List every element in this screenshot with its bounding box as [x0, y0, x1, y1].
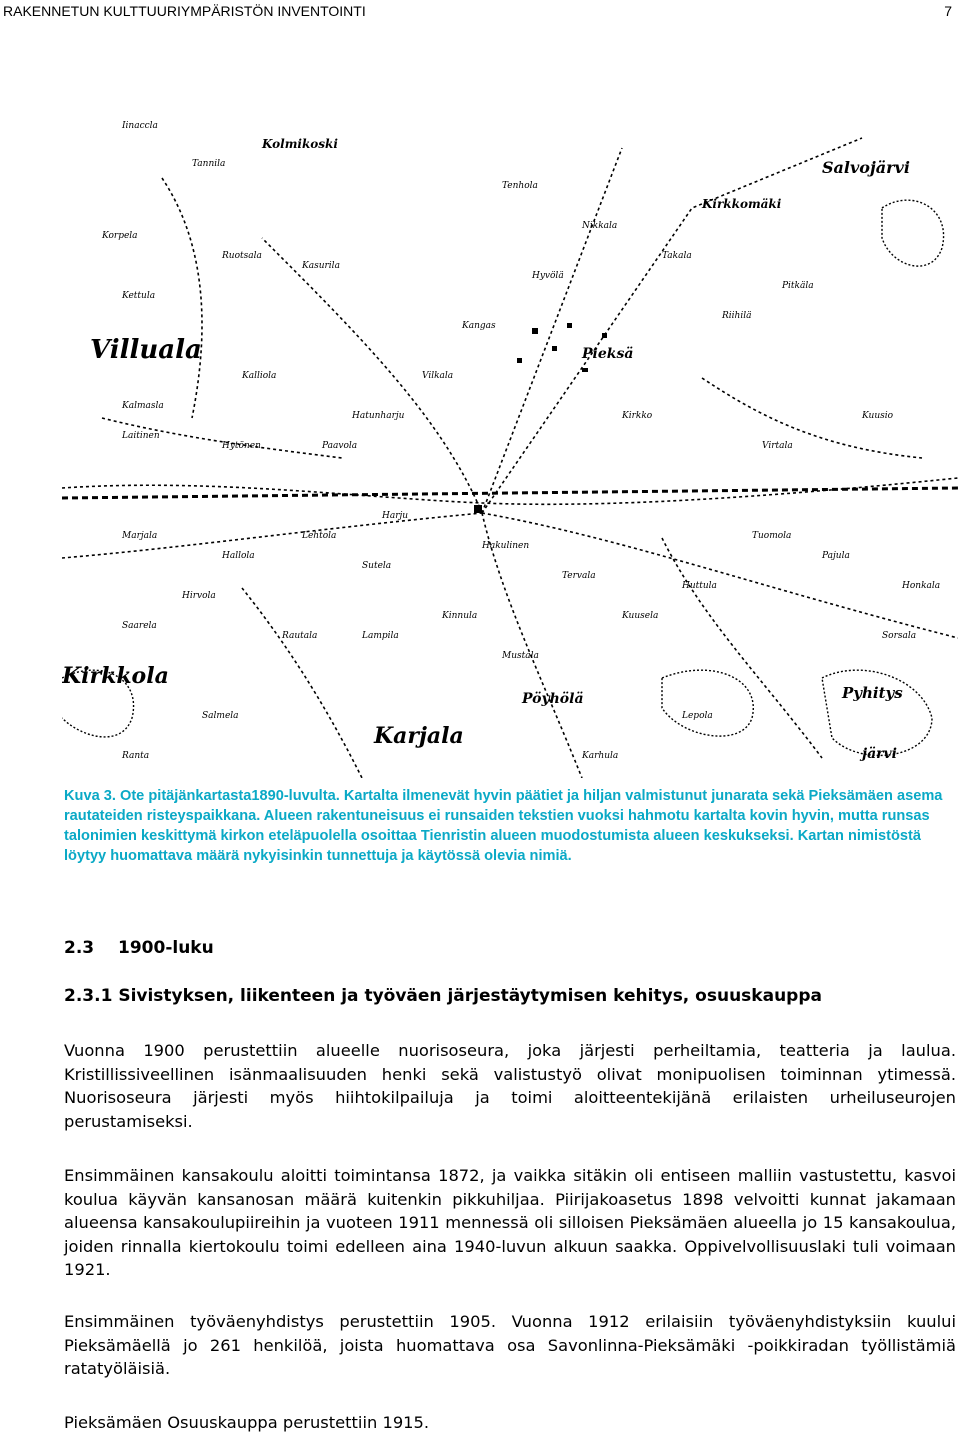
svg-text:Lehtola: Lehtola	[302, 531, 337, 541]
svg-text:Ranta: Ranta	[122, 751, 150, 761]
svg-text:Pieksä: Pieksä	[582, 346, 634, 362]
svg-text:Salmela: Salmela	[202, 711, 239, 721]
svg-text:järvi: järvi	[862, 746, 897, 762]
paragraph: Ensimmäinen kansakoulu aloitti toimintansa 1872, ja vaikka sitäkin oli entiseen malliin vastustettu, kasvoi koulua käyvän kansanosan määrä kuitenkin pikkuhiljaa. Piirijakoasetus 1898 velvoitti kunnat jakamaan alueensa kansakoulupiireihin ja vuoteen 1911 mennessä oli silloisen Pieksämäen alueella jo 15 kansakoulua, joiden rinnalla kiertokoulu toimi edelleen aina 1940-luvun alkuun saakka. Oppivelvollisuuslaki tuli voimaan 1921.	[64, 1166, 956, 1279]
svg-text:Kinnula: Kinnula	[442, 611, 478, 621]
svg-text:Karhula: Karhula	[582, 751, 619, 761]
section-heading	[64, 938, 214, 958]
svg-text:Hakulinen: Hakulinen	[482, 541, 530, 551]
svg-text:Kangas: Kangas	[462, 321, 496, 331]
svg-text:Saarela: Saarela	[122, 621, 157, 631]
svg-text:Vilkala: Vilkala	[422, 371, 454, 381]
svg-text:Kasurila: Kasurila	[302, 261, 340, 271]
svg-text:Tuomola: Tuomola	[752, 531, 792, 541]
svg-text:Nikkala: Nikkala	[582, 221, 618, 231]
svg-text:Sorsala: Sorsala	[882, 631, 917, 641]
svg-text:Hyvölä: Hyvölä	[532, 271, 564, 281]
svg-text:Pöyhölä: Pöyhölä	[522, 691, 584, 707]
svg-text:Hirvola: Hirvola	[182, 591, 216, 601]
svg-text:Villuala: Villuala	[90, 335, 202, 365]
svg-text:Tannila: Tannila	[192, 159, 226, 169]
svg-text:Kuusela: Kuusela	[622, 611, 659, 621]
svg-text:Lampila: Lampila	[362, 631, 399, 641]
svg-text:Huttula: Huttula	[682, 581, 717, 591]
svg-text:Paavola: Paavola	[322, 441, 358, 451]
paragraph: Ensimmäinen työväenyhdistys perustettiin 1905. Vuonna 1912 erilaisiin työväenyhdistyksiin kuului Pieksämäellä jo 261 henkilöä, joista huomattava osa Savonlinna-Pieksämäki -poikkiradan työllistämiä ratatyöläisiä.	[64, 1312, 956, 1378]
paragraph: Vuonna 1900 perustettiin alueelle nuorisoseura, joka järjesti perheiltamia, teatteria ja laulua. Kristillissiveellinen isänmaalisuuden henki sekä valistustyö olivat monipuolisen toiminnan ytimessä. Nuorisoseura järjesti myös hiihtokilpailuja ja toimi aloitteentekijänä erilaisten urheiluseurojen perustamiseksi.	[64, 1041, 956, 1131]
svg-text:Kolmikoski: Kolmikoski	[262, 137, 338, 151]
section-number: 2.3	[64, 938, 95, 958]
svg-text:Pitkäla: Pitkäla	[782, 281, 814, 291]
header-title: RAKENNETUN KULTTUURIYMPÄRISTÖN INVENTOINTI	[3, 3, 366, 19]
svg-text:Kirkkomäki: Kirkkomäki	[702, 197, 782, 211]
svg-text:Pyhitys: Pyhitys	[842, 684, 903, 702]
svg-text:Tenhola: Tenhola	[502, 181, 538, 191]
svg-text:Sutela: Sutela	[362, 561, 392, 571]
svg-text:Kirkko: Kirkko	[622, 411, 653, 421]
svg-text:Takala: Takala	[662, 251, 692, 261]
svg-text:Kettula: Kettula	[122, 291, 156, 301]
page-number: 7	[944, 3, 952, 19]
subsection-heading: 2.3.1 Sivistyksen, liikenteen ja työväen järjestäytymisen kehitys, osuuskauppa	[64, 986, 822, 1006]
section-title: 1900-luku	[118, 938, 214, 958]
svg-text:Ruotsala: Ruotsala	[222, 251, 262, 261]
svg-text:Virtala: Virtala	[762, 441, 793, 451]
svg-text:Kalliola: Kalliola	[242, 371, 277, 381]
figure-caption: Kuva 3. Ote pitäjänkartasta1890-luvulta. Kartalta ilmenevät hyvin päätiet ja hiljan valmistunut junarata sekä Pieksämäen asema rautateiden risteyspaikkana. Alueen rakentuneisuus ei runsaiden tekstien vuoksi hahmotu kartalta kovin hyvin, mutta runsas talonimien keskittymä kirkon eteläpuolella osoittaa Tienristin alueen muodostumista alueen keskukseksi. Kartan nimistöstä löytyy huomattava määrä nykyisinkin tunnettuja ja käytössä olevia nimiä.	[64, 788, 943, 864]
svg-text:Harju: Harju	[382, 511, 409, 521]
svg-text:Tervala: Tervala	[562, 571, 596, 581]
svg-text:Laitinen: Laitinen	[122, 431, 160, 441]
svg-text:Kirkkola: Kirkkola	[62, 663, 169, 689]
svg-text:Hytönen: Hytönen	[222, 441, 261, 451]
historical-map-image	[62, 118, 958, 778]
svg-text:Hatunharju: Hatunharju	[352, 411, 405, 421]
svg-text:Salvojärvi: Salvojärvi	[822, 158, 910, 177]
svg-text:Riihilä: Riihilä	[722, 311, 752, 321]
svg-text:Karjala: Karjala	[374, 723, 464, 749]
svg-text:Rautala: Rautala	[282, 631, 318, 641]
svg-text:Mustala: Mustala	[502, 651, 539, 661]
page-header	[0, 0, 960, 24]
svg-text:Hallola: Hallola	[222, 551, 255, 561]
svg-text:Marjala: Marjala	[122, 531, 158, 541]
svg-text:Iinaccla: Iinaccla	[122, 121, 158, 131]
svg-text:Honkala: Honkala	[902, 581, 941, 591]
svg-text:Lepola: Lepola	[682, 711, 713, 721]
svg-text:Pajula: Pajula	[822, 551, 850, 561]
paragraph: Pieksämäen Osuuskauppa perustettiin 1915.	[64, 1413, 430, 1432]
svg-text:Korpela: Korpela	[102, 231, 138, 241]
svg-text:Kalmasla: Kalmasla	[122, 401, 164, 411]
svg-text:Kuusio: Kuusio	[862, 411, 894, 421]
